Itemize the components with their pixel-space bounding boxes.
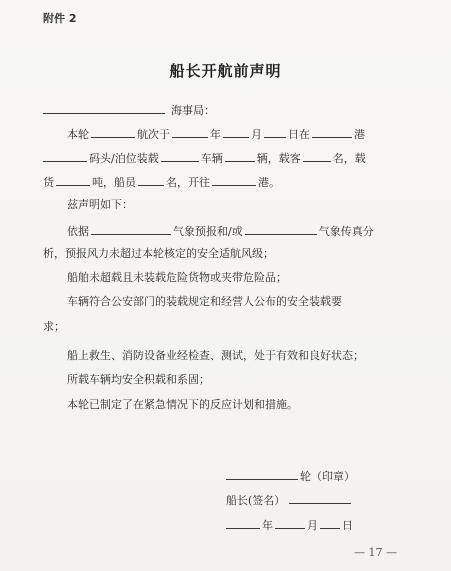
month-blank[interactable] (223, 126, 249, 138)
text: 码头/泊位装载 (89, 152, 159, 165)
attachment-label: 附件 2 (43, 12, 77, 25)
day-blank[interactable] (264, 126, 286, 138)
text: 年 (210, 128, 221, 141)
text: 辆，载客 (256, 152, 301, 165)
text: 港 (354, 128, 365, 141)
sign-month-blank[interactable] (275, 517, 305, 529)
text: 日 (342, 519, 353, 532)
fax-source-blank[interactable] (245, 223, 317, 235)
text: 吨，船员 (92, 176, 136, 189)
sign-date-line (226, 517, 353, 533)
maritime-bureau-blank[interactable] (43, 102, 165, 114)
text: 年 (262, 519, 273, 532)
text: 气象传真分 (318, 225, 374, 238)
sign-year-blank[interactable] (226, 517, 260, 529)
item3-line2: 求； (43, 320, 65, 333)
text: 港。 (258, 176, 280, 189)
text: 月 (251, 128, 262, 141)
cargo-tons-blank[interactable] (56, 174, 90, 186)
text: 日在 (288, 128, 310, 141)
text: 依据 (67, 225, 89, 238)
declare-intro: 兹声明如下： (67, 198, 133, 211)
sign-day-blank[interactable] (320, 517, 340, 529)
item6: 本轮已制定了在紧急情况下的反应计划和措施。 (67, 398, 298, 411)
captain-sign-label: 船长(签名） (226, 494, 286, 507)
item5: 所载车辆均安全积载和系固； (67, 373, 210, 386)
ship-stamp-line (226, 468, 355, 484)
item1-line2: 析，预报风力未超过本轮核定的安全适航风级； (43, 247, 274, 260)
departure-port-blank[interactable] (312, 126, 352, 138)
text: 气象预报和/或 (173, 225, 243, 238)
text: 车辆 (200, 152, 223, 165)
passenger-count-blank[interactable] (303, 150, 331, 162)
forecast-source-blank[interactable] (91, 223, 171, 235)
text: 货 (43, 176, 54, 189)
crew-count-blank[interactable] (138, 174, 164, 186)
item1-line1 (67, 223, 374, 239)
year-blank[interactable] (172, 126, 208, 138)
item3-line1: 车辆符合公安部门的装载规定和经营人公布的安全装载要 (67, 295, 342, 308)
addressee-line (43, 102, 215, 118)
vehicle-type-blank[interactable] (161, 150, 199, 162)
text: 航次于 (137, 128, 170, 141)
item2: 船舶未超载且未装载危险货物或夹带危险品； (67, 271, 287, 284)
para1-line1 (67, 126, 365, 142)
berth-blank[interactable] (43, 150, 87, 162)
text: 名，开往 (166, 176, 210, 189)
text: 本轮 (67, 128, 89, 141)
addressee-suffix: 海事局： (171, 104, 215, 117)
vehicle-count-blank[interactable] (225, 150, 255, 162)
text: 名，载 (332, 152, 366, 165)
text: 月 (307, 519, 318, 532)
item4: 船上救生、消防设备业经检查、测试，处于有效和良好状态； (67, 349, 364, 362)
captain-signature-blank[interactable] (289, 492, 351, 504)
destination-port-blank[interactable] (212, 174, 256, 186)
ship-stamp-label: 轮（印章） (300, 470, 355, 483)
ship-name-blank[interactable] (226, 468, 298, 480)
document-title: 船长开航前声明 (169, 62, 282, 80)
captain-sign-line (226, 492, 351, 508)
page-number: — 17 — (354, 546, 397, 559)
para1-line3 (43, 174, 280, 190)
voyage-blank[interactable] (91, 126, 135, 138)
para1-line2 (43, 150, 366, 166)
